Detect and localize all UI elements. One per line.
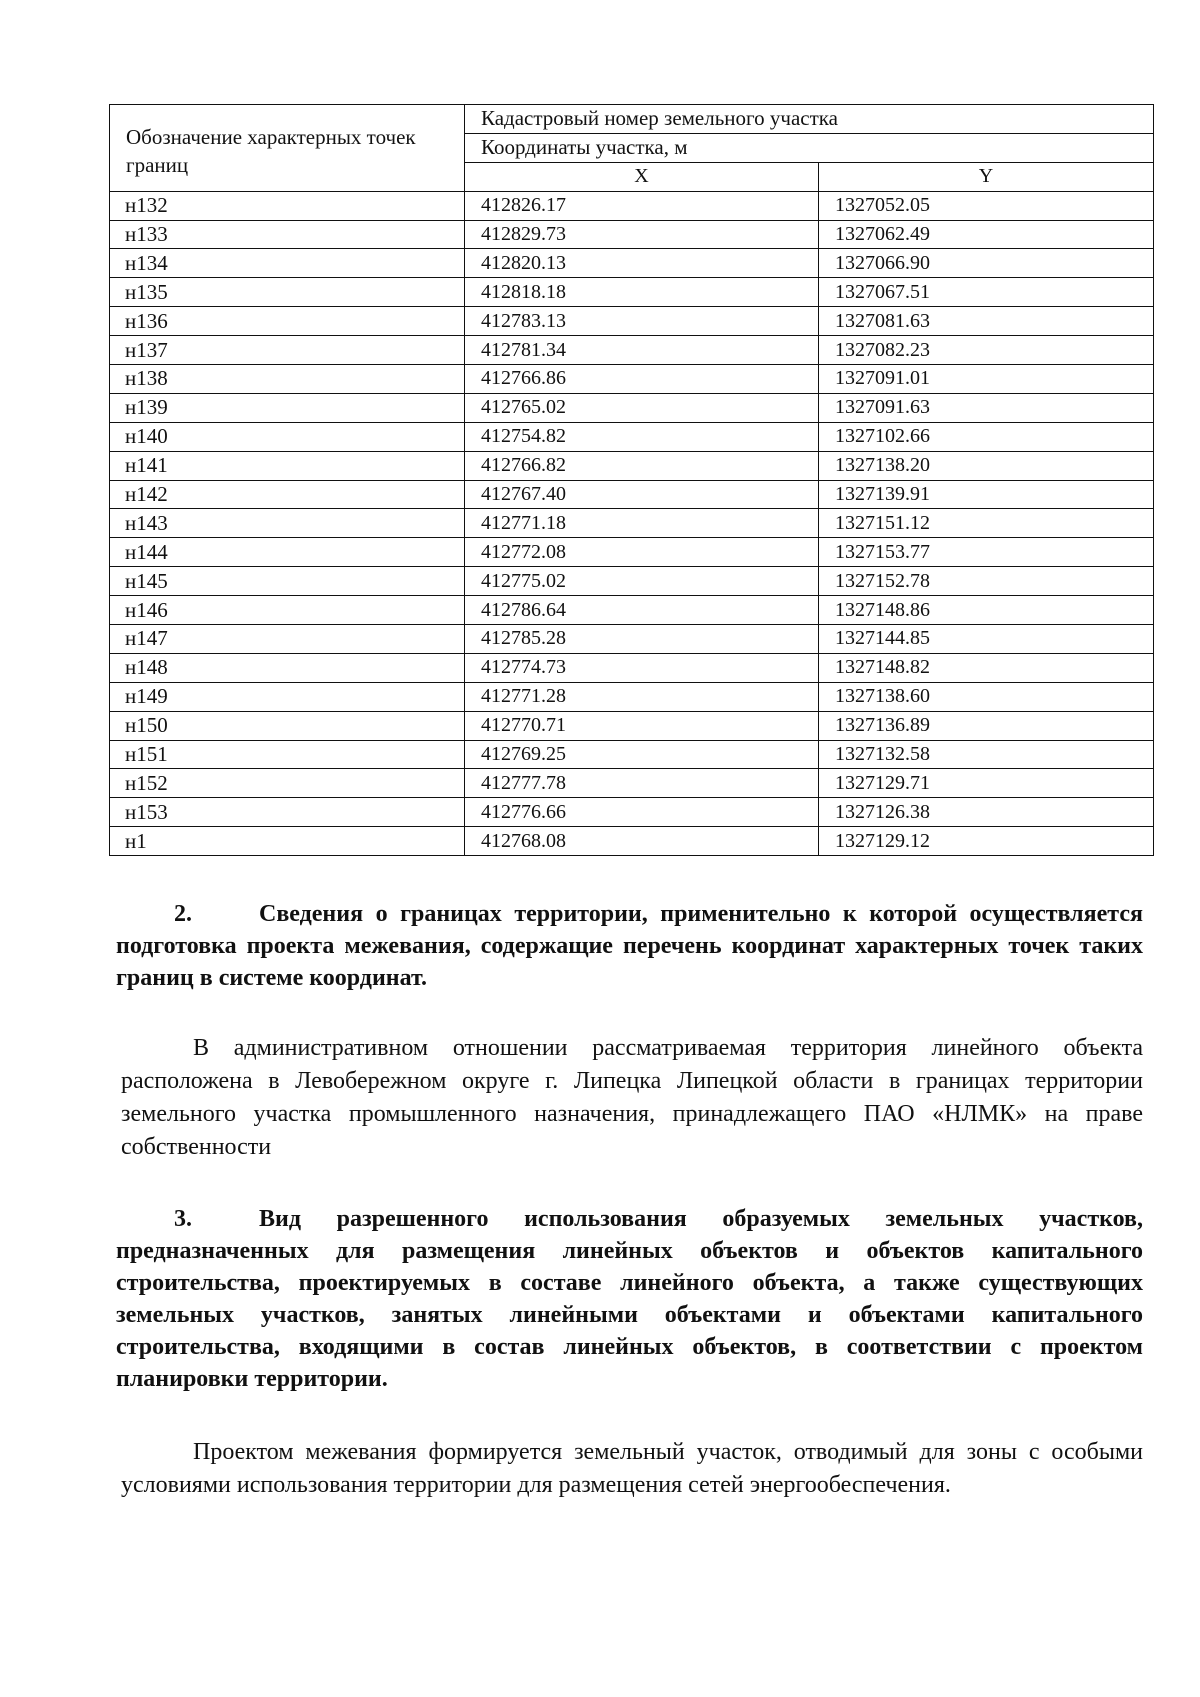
point-name-cell: н132 [110, 191, 465, 220]
point-name-cell: н145 [110, 567, 465, 596]
y-coordinate-cell: 1327148.86 [819, 596, 1154, 625]
table-row [110, 509, 1154, 538]
table-row [110, 711, 1154, 740]
section-3-heading-text: Вид разрешенного использования образуемых земельных участков, предназначенных для размещения линейных объектов и объектов капитального строительства, проектируемых в составе линейного объекта, а также существующих земельных участков, занятых линейными объектами и объектами капитального строительства, входящими в состав линейных объектов, в соответствии с проектом планировки территории. [116, 1206, 1143, 1392]
table-row [110, 365, 1154, 394]
coordinates-table [109, 104, 1154, 856]
cadastral-number-header: Кадастровый номер земельного участка [465, 105, 1154, 134]
table-row [110, 567, 1154, 596]
section-3-heading [116, 1203, 1143, 1395]
table-row [110, 538, 1154, 567]
x-coordinate-cell: 412768.08 [465, 827, 819, 856]
y-coordinate-cell: 1327138.60 [819, 682, 1154, 711]
y-coordinate-cell: 1327148.82 [819, 653, 1154, 682]
x-coordinate-cell: 412776.66 [465, 798, 819, 827]
table-row [110, 249, 1154, 278]
y-coordinate-cell: 1327151.12 [819, 509, 1154, 538]
point-name-cell: н136 [110, 307, 465, 336]
point-name-cell: н140 [110, 422, 465, 451]
point-name-cell: н144 [110, 538, 465, 567]
x-coordinate-cell: 412783.13 [465, 307, 819, 336]
point-name-cell: н148 [110, 653, 465, 682]
x-coordinate-cell: 412771.28 [465, 682, 819, 711]
x-coordinate-cell: 412766.86 [465, 365, 819, 394]
section-2-heading [116, 898, 1143, 994]
table-row [110, 278, 1154, 307]
table-row [110, 336, 1154, 365]
y-coordinate-cell: 1327152.78 [819, 567, 1154, 596]
point-name-cell: н152 [110, 769, 465, 798]
table-row [110, 682, 1154, 711]
table-row [110, 740, 1154, 769]
section-3-body: Проектом межевания формируется земельный участок, отводимый для зоны с особыми условиями использования территории для размещения сетей энергообеспечения. [121, 1439, 1143, 1498]
x-coordinate-cell: 412772.08 [465, 538, 819, 567]
y-coordinate-cell: 1327062.49 [819, 220, 1154, 249]
x-coordinate-cell: 412754.82 [465, 422, 819, 451]
table-row [110, 798, 1154, 827]
table-row [110, 653, 1154, 682]
x-coordinate-cell: 412785.28 [465, 625, 819, 654]
point-name-cell: н143 [110, 509, 465, 538]
point-name-cell: н134 [110, 249, 465, 278]
point-name-cell: н153 [110, 798, 465, 827]
x-coordinate-cell: 412771.18 [465, 509, 819, 538]
point-name-cell: н141 [110, 451, 465, 480]
point-name-cell: н147 [110, 625, 465, 654]
coordinates-header: Координаты участка, м [465, 133, 1154, 162]
y-column-header: Y [819, 162, 1154, 191]
x-coordinate-cell: 412770.71 [465, 711, 819, 740]
x-coordinate-cell: 412818.18 [465, 278, 819, 307]
section-2-number: 2. [174, 901, 192, 927]
y-coordinate-cell: 1327129.71 [819, 769, 1154, 798]
table-row [110, 451, 1154, 480]
y-coordinate-cell: 1327144.85 [819, 625, 1154, 654]
table-row [110, 422, 1154, 451]
point-name-cell: н139 [110, 393, 465, 422]
y-coordinate-cell: 1327132.58 [819, 740, 1154, 769]
section-2-heading-text: Сведения о границах территории, применительно к которой осуществляется подготовка проекта межевания, содержащие перечень координат характерных точек таких границ в системе координат. [116, 901, 1143, 991]
table-row [110, 625, 1154, 654]
x-coordinate-cell: 412826.17 [465, 191, 819, 220]
table-header-row [110, 105, 1154, 134]
table-row [110, 769, 1154, 798]
point-name-cell: н146 [110, 596, 465, 625]
section-2-body: В административном отношении рассматриваемая территория линейного объекта расположена в Левобережном округе г. Липецка Липецкой области в границах территории земельного участка промышленного назначения, принадлежащего ПАО «НЛМК» на праве собственности [121, 1035, 1143, 1160]
y-coordinate-cell: 1327052.05 [819, 191, 1154, 220]
y-coordinate-cell: 1327136.89 [819, 711, 1154, 740]
table-row [110, 191, 1154, 220]
x-coordinate-cell: 412766.82 [465, 451, 819, 480]
point-name-cell: н133 [110, 220, 465, 249]
y-coordinate-cell: 1327153.77 [819, 538, 1154, 567]
y-coordinate-cell: 1327081.63 [819, 307, 1154, 336]
x-column-header: X [465, 162, 819, 191]
x-coordinate-cell: 412767.40 [465, 480, 819, 509]
point-name-cell: н142 [110, 480, 465, 509]
table-row [110, 307, 1154, 336]
y-coordinate-cell: 1327091.63 [819, 393, 1154, 422]
x-coordinate-cell: 412769.25 [465, 740, 819, 769]
point-name-cell: н151 [110, 740, 465, 769]
table-row [110, 480, 1154, 509]
y-coordinate-cell: 1327139.91 [819, 480, 1154, 509]
point-name-cell: н135 [110, 278, 465, 307]
y-coordinate-cell: 1327067.51 [819, 278, 1154, 307]
x-coordinate-cell: 412786.64 [465, 596, 819, 625]
point-name-cell: н150 [110, 711, 465, 740]
point-name-cell: н149 [110, 682, 465, 711]
table-row [110, 393, 1154, 422]
y-coordinate-cell: 1327129.12 [819, 827, 1154, 856]
x-coordinate-cell: 412765.02 [465, 393, 819, 422]
section-3-number: 3. [174, 1206, 192, 1232]
table-row [110, 827, 1154, 856]
y-coordinate-cell: 1327091.01 [819, 365, 1154, 394]
x-coordinate-cell: 412775.02 [465, 567, 819, 596]
y-coordinate-cell: 1327102.66 [819, 422, 1154, 451]
x-coordinate-cell: 412820.13 [465, 249, 819, 278]
x-coordinate-cell: 412829.73 [465, 220, 819, 249]
y-coordinate-cell: 1327066.90 [819, 249, 1154, 278]
x-coordinate-cell: 412781.34 [465, 336, 819, 365]
table-row [110, 220, 1154, 249]
table-row [110, 596, 1154, 625]
y-coordinate-cell: 1327082.23 [819, 336, 1154, 365]
point-name-cell: н137 [110, 336, 465, 365]
y-coordinate-cell: 1327138.20 [819, 451, 1154, 480]
point-designation-header: Обозначение характерных точек границ [110, 105, 465, 192]
point-name-cell: н138 [110, 365, 465, 394]
y-coordinate-cell: 1327126.38 [819, 798, 1154, 827]
x-coordinate-cell: 412774.73 [465, 653, 819, 682]
x-coordinate-cell: 412777.78 [465, 769, 819, 798]
point-name-cell: н1 [110, 827, 465, 856]
